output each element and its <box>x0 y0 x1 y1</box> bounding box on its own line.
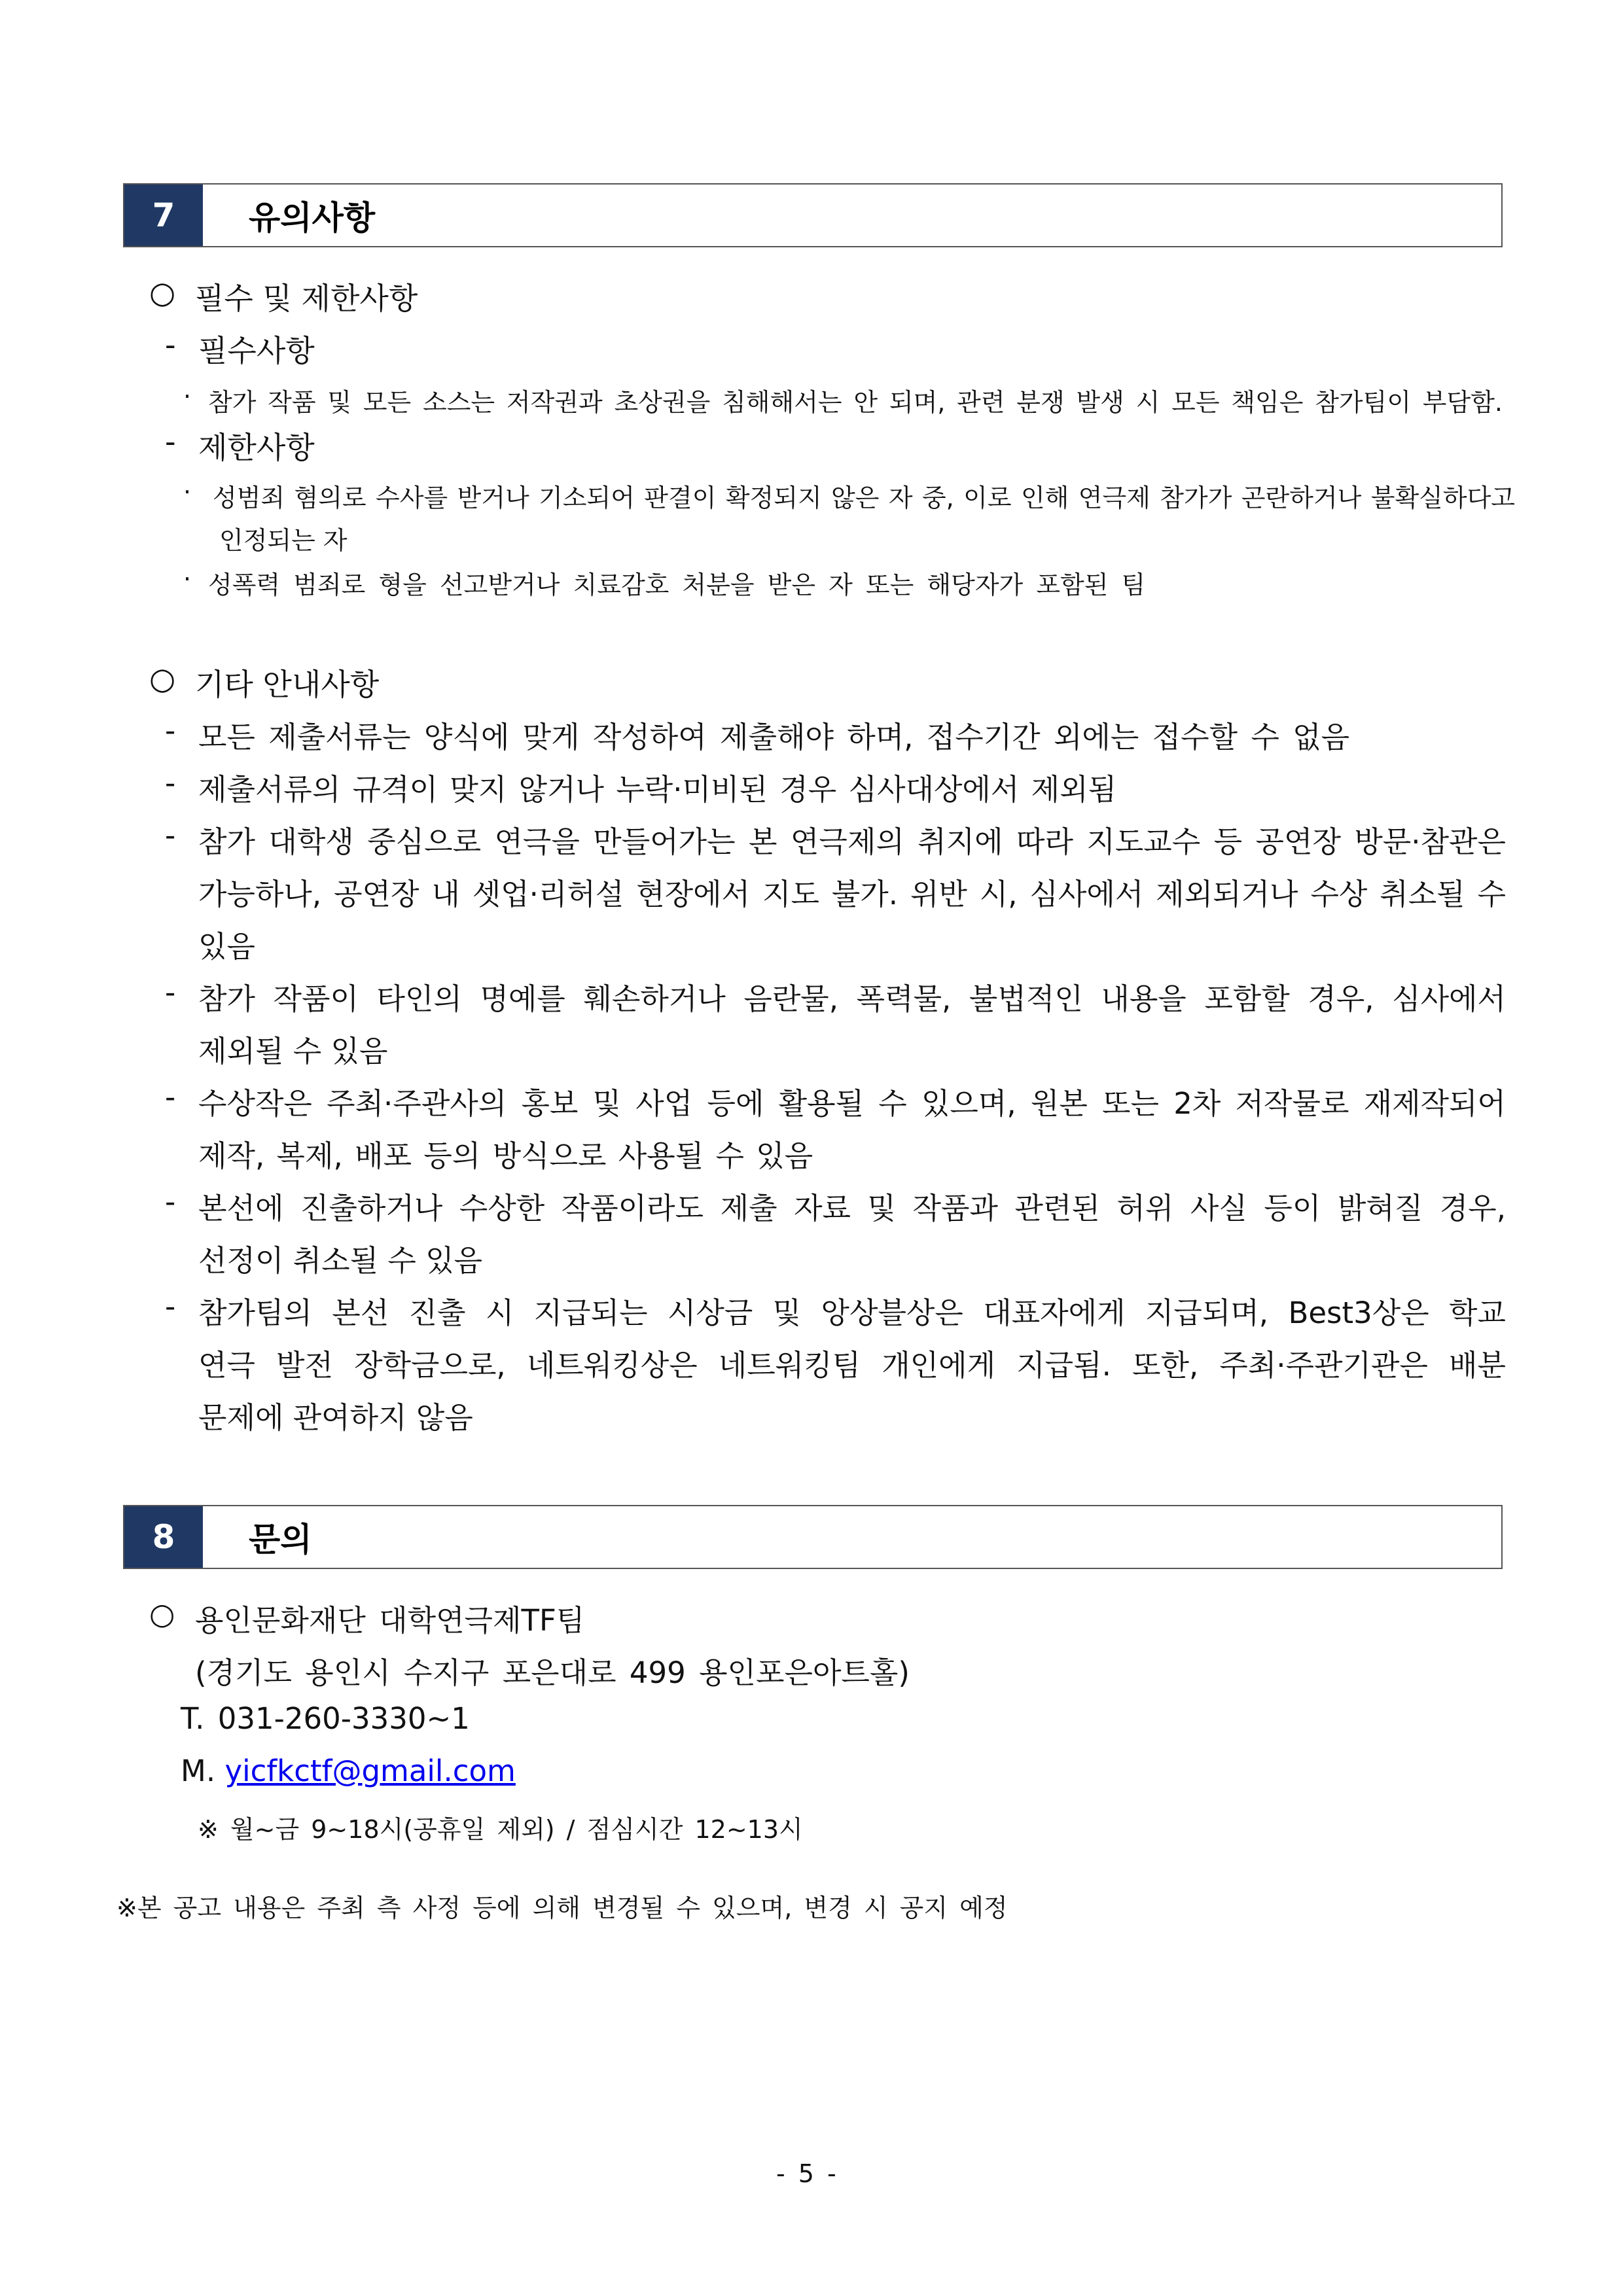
note-item-7-cont: 문제에 관여하지 않음 <box>198 1400 473 1435</box>
note-item-3-cont: 가능하나, 공연장 내 셋업·리허설 현장에서 지도 불가. 위반 시, 심사에서 제외되거나 수상 취소될 수 <box>198 877 1506 911</box>
section-header-8 <box>123 1505 1503 1569</box>
restriction-item-1-cont: 인정되는 자 <box>219 526 348 555</box>
dot-marker: · <box>183 382 192 411</box>
dash-marker: - <box>165 1184 176 1219</box>
note-item-4: 참가 작품이 타인의 명예를 훼손하거나 음란물, 폭력물, 불법적인 내용을 포함할 경우, 심사에서 <box>198 981 1506 1016</box>
note-item-3-cont: 있음 <box>198 929 255 964</box>
section-title: 문의 <box>249 1521 312 1559</box>
note-item-5-cont: 제작, 복제, 배포 등의 방식으로 사용될 수 있음 <box>198 1139 813 1173</box>
section-number: 8 <box>124 1506 203 1568</box>
note-item-6-cont: 선정이 취소될 수 있음 <box>198 1243 483 1278</box>
contact-address: (경기도 용인시 수지구 포은대로 499 용인포은아트홀) <box>195 1655 910 1690</box>
required-label: 필수사항 <box>198 333 315 368</box>
contact-org: 용인문화재단 대학연극제TF팀 <box>195 1603 585 1638</box>
note-item-4-cont: 제외될 수 있음 <box>198 1034 388 1069</box>
note-item-1: 모든 제출서류는 양식에 맞게 작성하여 제출해야 하며, 접수기간 외에는 접수할 수 없음 <box>198 720 1350 754</box>
required-item: 참가 작품 및 모든 소스는 저작권과 초상권을 침해해서는 안 되며, 관련 분쟁 발생 시 모든 책임은 참가팀이 부담함. <box>208 388 1503 417</box>
dash-marker: - <box>165 818 176 853</box>
dash-marker: - <box>165 766 176 800</box>
circle-marker: ○ <box>149 1597 175 1631</box>
restriction-item-1: 성범죄 혐의로 수사를 받거나 기소되어 판결이 확정되지 않은 자 중, 이로 인해 연극제 참가가 곤란하거나 불확실하다고 <box>213 484 1515 512</box>
email-prefix: M. <box>181 1754 216 1788</box>
contact-hours: ※ 월~금 9~18시(공휴일 제외) / 점심시간 12~13시 <box>198 1815 803 1844</box>
dash-marker: - <box>165 1289 176 1324</box>
email-link[interactable]: yicfkctf@gmail.com <box>224 1754 516 1788</box>
contact-phone: T. 031-260-3330~1 <box>181 1701 470 1736</box>
dash-marker: - <box>165 327 176 362</box>
contact-email-line <box>181 1754 516 1788</box>
circle-marker: ○ <box>149 275 176 310</box>
restriction-label: 제한사항 <box>198 430 315 465</box>
dash-marker: - <box>165 1080 176 1114</box>
note-item-5: 수상작은 주최·주관사의 홍보 및 사업 등에 활용될 수 있으며, 원본 또는 2차 저작물로 재제작되어 <box>198 1086 1506 1121</box>
note-item-7: 참가팀의 본선 진출 시 지급되는 시상금 및 앙상블상은 대표자에게 지급되며, Best3상은 학교 <box>198 1296 1506 1330</box>
restriction-item-2: 성폭력 범죄로 형을 선고받거나 치료감호 처분을 받은 자 또는 해당자가 포함된 팀 <box>208 571 1146 599</box>
dot-marker: · <box>183 478 192 506</box>
dot-marker: · <box>183 565 192 593</box>
section-number: 7 <box>124 185 203 246</box>
circle-marker: ○ <box>149 661 176 696</box>
note-item-3: 참가 대학생 중심으로 연극을 만들어가는 본 연극제의 취지에 따라 지도교수 등 공연장 방문·참관은 <box>198 824 1506 859</box>
subsection-heading: 기타 안내사항 <box>195 667 380 702</box>
section-title: 유의사항 <box>249 199 376 237</box>
note-item-2: 제출서류의 규격이 맞지 않거나 누락·미비된 경우 심사대상에서 제외됨 <box>198 772 1117 807</box>
page-number: - 5 - <box>776 2159 836 2188</box>
footer-note: ※본 공고 내용은 주최 측 사정 등에 의해 변경될 수 있으며, 변경 시 공지 예정 <box>116 1894 1008 1922</box>
subsection-heading: 필수 및 제한사항 <box>195 281 418 316</box>
dash-marker: - <box>165 713 176 748</box>
dash-marker: - <box>165 975 176 1010</box>
section-header-7 <box>123 183 1503 247</box>
dash-marker: - <box>165 424 176 459</box>
note-item-6: 본선에 진출하거나 수상한 작품이라도 제출 자료 및 작품과 관련된 허위 사실 등이 밝혀질 경우, <box>198 1191 1506 1226</box>
note-item-7-cont: 연극 발전 장학금으로, 네트워킹상은 네트워킹팀 개인에게 지급됨. 또한, 주최·주관기관은 배분 <box>198 1348 1506 1383</box>
